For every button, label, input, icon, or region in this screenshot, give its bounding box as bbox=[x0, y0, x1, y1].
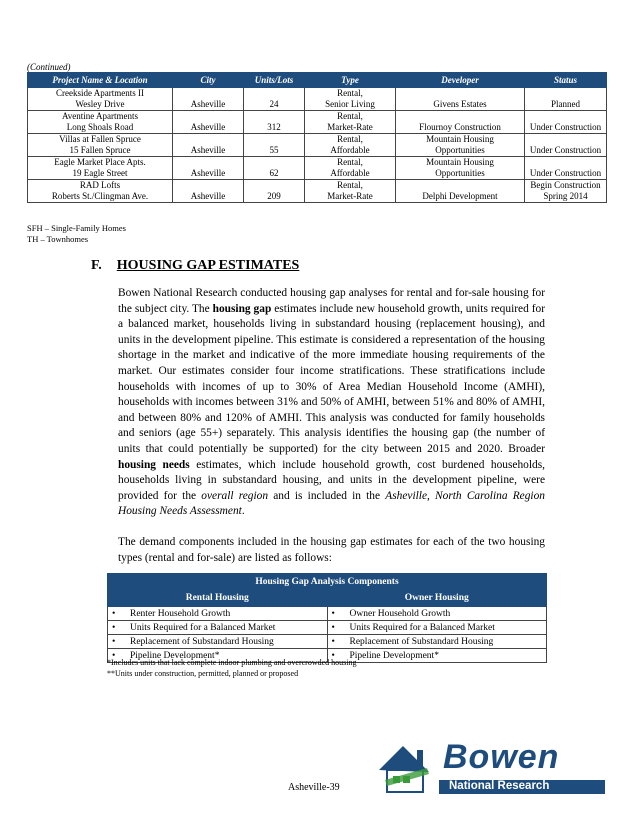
status-cell-line: Under Construction bbox=[529, 168, 602, 178]
units-cell bbox=[244, 134, 305, 157]
units-cell-line: 55 bbox=[269, 145, 279, 155]
status-cell-line: Spring 2014 bbox=[543, 191, 588, 201]
project-name-cell-line: Wesley Drive bbox=[75, 99, 125, 109]
rental-component-label: Renter Household Growth bbox=[130, 608, 231, 619]
owner-component-cell bbox=[327, 607, 547, 621]
developer-cell-line: Mountain Housing bbox=[426, 157, 494, 167]
project-name-cell-line: Eagle Market Place Apts. bbox=[54, 157, 146, 167]
type-cell-line: Affordable bbox=[330, 168, 370, 178]
units-cell bbox=[244, 88, 305, 111]
bullet-icon: • bbox=[112, 622, 116, 633]
developer-cell bbox=[396, 134, 525, 157]
status-cell bbox=[525, 111, 607, 134]
owner-component-label: Replacement of Substandard Housing bbox=[349, 636, 494, 647]
project-name-cell bbox=[28, 180, 173, 203]
units-cell bbox=[244, 180, 305, 203]
gap-table-title: Housing Gap Analysis Components bbox=[108, 574, 547, 590]
p1-text: and is included in the bbox=[268, 489, 386, 502]
project-row bbox=[28, 180, 607, 203]
type-cell bbox=[305, 157, 396, 180]
owner-housing-header: Owner Housing bbox=[327, 590, 547, 607]
p1-text: estimates include new household growth, units required for a balanced market, households living in substandard housing (replacement housing), and units in the development pipeline. This estimate is considered a representation of the housing shortage in the market and indicative of the more immediate housing requirements of the market. Our estimates consider four income stratifications. These stratifications include households with incomes of up to 30% of Area Median Household Income (AMHI), households with incomes between 31% and 50% of AMHI, between 51% and 80% of AMHI, and between 80% and 120% of AMHI. This analysis was conducted for family households and seniors (age 55+) separately. This analysis identifies the housing gap (the number of units that could potentially be supported) for the city between 2015 and 2020. Broader bbox=[118, 302, 545, 455]
rental-component-label: Pipeline Development* bbox=[130, 650, 220, 661]
type-cell-line: Market-Rate bbox=[327, 191, 373, 201]
abbrev-notes bbox=[27, 223, 126, 245]
type-cell-line: Rental, bbox=[337, 180, 363, 190]
project-name-cell-line: Villas at Fallen Spruce bbox=[59, 134, 141, 144]
project-name-cell-line: 15 Fallen Spruce bbox=[69, 145, 131, 155]
p1-text: estimates, which include household growth, cost burdened households, households living in substandard housing, and units in the development pipeline, were provided for the bbox=[118, 458, 545, 502]
developer-cell-line: Delphi Development bbox=[422, 191, 498, 201]
section-letter: F. bbox=[91, 258, 102, 273]
bullet-icon: • bbox=[331, 650, 335, 661]
status-cell-line: Planned bbox=[551, 99, 580, 109]
developer-cell bbox=[396, 88, 525, 111]
logo-subtitle: National Research bbox=[449, 780, 550, 792]
status-cell bbox=[525, 134, 607, 157]
status-cell bbox=[525, 88, 607, 111]
project-name-cell-line: 19 Eagle Street bbox=[72, 168, 128, 178]
col-units: Units/Lots bbox=[244, 73, 305, 88]
status-cell-line: Under Construction bbox=[529, 145, 602, 155]
city-cell bbox=[173, 88, 244, 111]
project-name-cell-line: Roberts St./Clingman Ave. bbox=[51, 191, 149, 201]
project-name-cell bbox=[28, 157, 173, 180]
p1-italic-report-title: Asheville, North Carolina Region Housing Needs Assessment bbox=[118, 489, 545, 518]
rental-housing-header: Rental Housing bbox=[108, 590, 328, 607]
body-paragraph-1 bbox=[118, 286, 545, 520]
continued-label: (Continued) bbox=[27, 62, 71, 72]
project-table bbox=[27, 72, 607, 203]
developer-cell-line: Opportunities bbox=[435, 145, 485, 155]
project-row bbox=[28, 134, 607, 157]
rental-component-cell bbox=[108, 635, 328, 649]
rental-component-label: Replacement of Substandard Housing bbox=[130, 636, 274, 647]
col-city: City bbox=[173, 73, 244, 88]
developer-cell bbox=[396, 180, 525, 203]
type-cell-line: Rental, bbox=[337, 88, 363, 98]
city-cell-line: Asheville bbox=[190, 145, 226, 155]
units-cell-line: 209 bbox=[267, 191, 281, 201]
developer-cell-line: Flournoy Construction bbox=[419, 122, 501, 132]
city-cell-line: Asheville bbox=[190, 191, 226, 201]
col-type: Type bbox=[305, 73, 396, 88]
owner-component-cell bbox=[327, 635, 547, 649]
p1-italic-overall-region: overall region bbox=[201, 489, 269, 502]
units-cell-line: 62 bbox=[269, 168, 279, 178]
status-cell bbox=[525, 180, 607, 203]
city-cell-line: Asheville bbox=[190, 122, 226, 132]
footnote-2: **Units under construction, permitted, planned or proposed bbox=[107, 669, 299, 678]
owner-component-label: Pipeline Development* bbox=[349, 650, 439, 661]
project-name-cell-line: Long Shoals Road bbox=[66, 122, 134, 132]
bullet-icon: • bbox=[112, 650, 116, 661]
units-cell bbox=[244, 111, 305, 134]
units-cell-line: 24 bbox=[269, 99, 279, 109]
rental-component-label: Units Required for a Balanced Market bbox=[130, 622, 276, 633]
type-cell-line: Market-Rate bbox=[327, 122, 373, 132]
bullet-icon: • bbox=[331, 636, 335, 647]
p1-text: . bbox=[241, 505, 245, 518]
owner-component-label: Owner Household Growth bbox=[349, 608, 451, 619]
p1-bold-housing-gap: housing gap bbox=[212, 302, 272, 315]
project-table-header bbox=[28, 73, 607, 88]
city-cell bbox=[173, 111, 244, 134]
developer-cell bbox=[396, 111, 525, 134]
type-cell-line: Senior Living bbox=[325, 99, 375, 109]
project-name-cell bbox=[28, 88, 173, 111]
p1-bold-housing-needs: housing needs bbox=[118, 458, 190, 471]
bullet-icon: • bbox=[112, 608, 116, 619]
page-number: Asheville-39 bbox=[288, 782, 340, 793]
city-cell bbox=[173, 134, 244, 157]
col-developer: Developer bbox=[396, 73, 525, 88]
rental-component-cell bbox=[108, 621, 328, 635]
owner-component-cell bbox=[327, 621, 547, 635]
developer-cell-line: Mountain Housing bbox=[426, 134, 494, 144]
type-cell-line: Rental, bbox=[337, 111, 363, 121]
project-row bbox=[28, 88, 607, 111]
type-cell-line: Affordable bbox=[330, 145, 370, 155]
type-cell-line: Rental, bbox=[337, 157, 363, 167]
units-cell-line: 312 bbox=[267, 122, 281, 132]
type-cell bbox=[305, 134, 396, 157]
gap-row bbox=[108, 635, 547, 649]
note-sfh: SFH – Single-Family Homes bbox=[27, 223, 126, 233]
bullet-icon: • bbox=[331, 608, 335, 619]
type-cell bbox=[305, 180, 396, 203]
project-name-cell bbox=[28, 111, 173, 134]
project-row bbox=[28, 157, 607, 180]
bowen-logo bbox=[377, 740, 607, 796]
project-name-cell bbox=[28, 134, 173, 157]
bullet-icon: • bbox=[112, 636, 116, 647]
city-cell bbox=[173, 180, 244, 203]
type-cell bbox=[305, 111, 396, 134]
developer-cell-line: Givens Estates bbox=[433, 99, 487, 109]
body-paragraph-2: The demand components included in the housing gap estimates for each of the two housing types (rental and for-sale) are listed as follows: bbox=[118, 536, 545, 564]
project-row bbox=[28, 111, 607, 134]
units-cell bbox=[244, 157, 305, 180]
status-cell bbox=[525, 157, 607, 180]
city-cell-line: Asheville bbox=[190, 168, 226, 178]
developer-cell-line: Opportunities bbox=[435, 168, 485, 178]
logo-wordmark: Bowen bbox=[443, 738, 560, 776]
note-th: TH – Townhomes bbox=[27, 234, 89, 244]
gap-row bbox=[108, 621, 547, 635]
p1-text: Bowen National Research conducted housing gap analyses for rental and for-sale housing for the subject city. The bbox=[118, 287, 545, 315]
rental-component-cell bbox=[108, 607, 328, 621]
col-project: Project Name & Location bbox=[28, 73, 173, 88]
type-cell bbox=[305, 88, 396, 111]
bullet-icon: • bbox=[331, 622, 335, 633]
city-cell-line: Asheville bbox=[190, 99, 226, 109]
project-name-cell-line: RAD Lofts bbox=[79, 180, 121, 190]
gap-components-table bbox=[107, 573, 547, 663]
city-cell bbox=[173, 157, 244, 180]
footnote-1: *Includes units that lack complete indoor plumbing and overcrowded housing bbox=[107, 658, 357, 667]
project-name-cell-line: Aventine Apartments bbox=[61, 111, 139, 121]
developer-cell bbox=[396, 157, 525, 180]
project-name-cell-line: Creekside Apartments II bbox=[56, 88, 144, 98]
type-cell-line: Rental, bbox=[337, 134, 363, 144]
owner-component-label: Units Required for a Balanced Market bbox=[349, 622, 495, 633]
col-status: Status bbox=[525, 73, 607, 88]
status-cell-line: Under Construction bbox=[529, 122, 602, 132]
gap-row bbox=[108, 607, 547, 621]
section-title: HOUSING GAP ESTIMATES bbox=[116, 258, 300, 273]
owner-component-cell bbox=[327, 649, 547, 663]
section-heading bbox=[91, 258, 299, 274]
status-cell-line: Begin Construction bbox=[530, 180, 601, 190]
